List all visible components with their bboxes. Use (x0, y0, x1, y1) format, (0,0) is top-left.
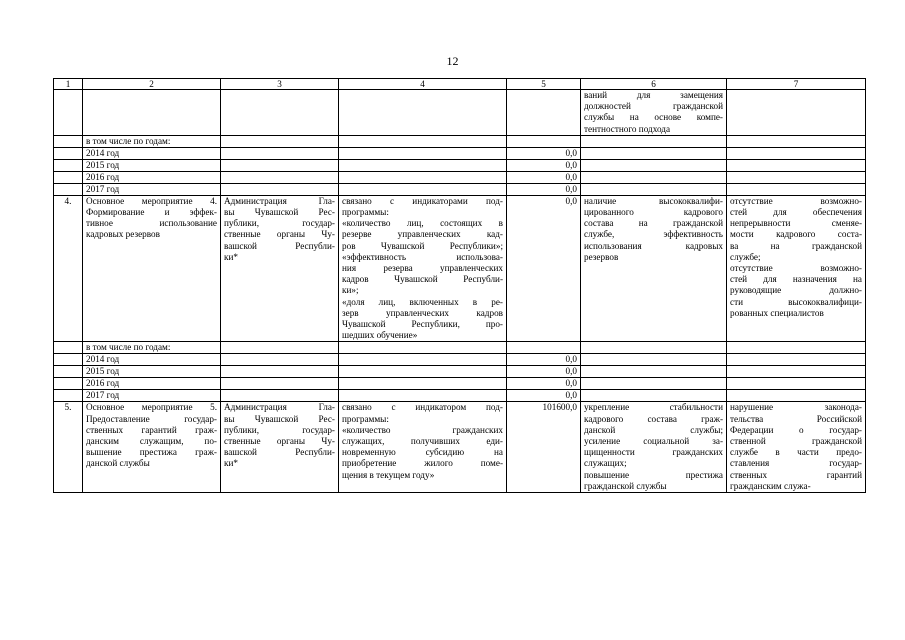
cell-text-line: стей для обеспечения (730, 207, 862, 218)
year-row (54, 390, 866, 402)
cell-text-line: мости кадрового соста- (730, 229, 862, 240)
cell-text-line: ров Чувашской Республики»; (342, 240, 503, 251)
year-value: 0,0 (507, 159, 581, 171)
cell-text-line: кадровых резервов (86, 229, 160, 240)
cell-text-line: резервов (584, 251, 619, 262)
expected-results-cell (581, 402, 727, 493)
expected-results-cell (581, 90, 727, 136)
page-number: 12 (446, 54, 459, 68)
cell-text-line: гражданским служа- (730, 480, 811, 491)
cell-text-line: ственных гарантий граж- (86, 424, 217, 435)
cell-text-line: связано с индикатором под- (342, 402, 503, 413)
expected-results-cell (581, 195, 727, 342)
cell-text-line: ственной гражданской (730, 436, 862, 447)
consequences-cell (727, 195, 866, 342)
cell-text-line: ставления государ- (730, 458, 862, 469)
year-value: 0,0 (507, 390, 581, 402)
activity-title-cell (83, 195, 221, 342)
cell-text-line: приобретение жилого поме- (342, 458, 503, 469)
including-by-years-label: в том числе по годам: (83, 135, 221, 147)
cell-text-line: программы: (342, 207, 389, 218)
cell-text-line: «эффективность использова- (342, 251, 503, 262)
column-number: 7 (727, 79, 866, 90)
cell-text-line: вы Чувашской Рес- (224, 207, 335, 218)
year-label: 2014 год (83, 354, 221, 366)
activity-number: 4. (54, 195, 83, 342)
cell-text-line: ки* (224, 458, 238, 469)
including-by-years-row (54, 342, 866, 354)
year-value: 0,0 (507, 183, 581, 195)
activity-row-5 (54, 402, 866, 493)
year-value: 0,0 (507, 171, 581, 183)
year-label: 2017 год (83, 390, 221, 402)
indicators-cell (339, 195, 507, 342)
cell-text-line: рованных специалистов (730, 307, 824, 318)
cell-text-line: щения в текущем году» (342, 469, 435, 480)
year-label: 2015 год (83, 366, 221, 378)
year-row (54, 147, 866, 159)
column-number: 1 (54, 79, 83, 90)
funding-cell: 101600,0 (507, 402, 581, 493)
including-by-years-label: в том числе по годам: (83, 342, 221, 354)
year-row (54, 378, 866, 390)
column-number: 2 (83, 79, 221, 90)
activity-number: 5. (54, 402, 83, 493)
cell-text-line: цированного кадрового (584, 207, 723, 218)
year-label: 2014 год (83, 147, 221, 159)
cell-text-line: «количество лиц, состоящих в (342, 218, 503, 229)
year-label: 2015 год (83, 159, 221, 171)
indicators-cell (339, 402, 507, 493)
cell-text-line: ния резерва управленческих (342, 263, 503, 274)
cell-text-line: Основное мероприятие 5. (86, 402, 217, 413)
cell-text-line: вашской Республи- (224, 447, 335, 458)
cell-text-line: ственные органы Чу- (224, 229, 335, 240)
cell-text-line: службы на основе компе- (584, 112, 723, 123)
cell-text-line: укрепление стабильности (584, 402, 723, 413)
activity-row-4 (54, 195, 866, 342)
cell-text-line: состава на гражданской (584, 218, 723, 229)
cell-text-line: стей для назначения на (730, 274, 862, 285)
cell-text-line: связано с индикаторами под- (342, 195, 503, 206)
cell-text-line: вашской Республи- (224, 240, 335, 251)
cell-text-line: нарушение законода- (730, 402, 862, 413)
year-value: 0,0 (507, 378, 581, 390)
responsible-executor-cell (221, 195, 339, 342)
cell-text-line: тельства Российской (730, 413, 862, 424)
cell-text-line: ва на гражданской (730, 240, 862, 251)
cell-text-line: публики, государ- (224, 218, 335, 229)
year-label: 2017 год (83, 183, 221, 195)
cell-text-line: данской службы; (584, 424, 723, 435)
year-row (54, 159, 866, 171)
year-row (54, 171, 866, 183)
cell-text-line: использования кадровых (584, 240, 723, 251)
cell-text-line: ственные органы Чу- (224, 436, 335, 447)
cell-text-line: отсутствие возможно- (730, 263, 862, 274)
cell-text-line: сти высококвалифици- (730, 296, 862, 307)
cell-text-line: резерве управленческих кад- (342, 229, 503, 240)
cell-text-line: «доля лиц, включенных в ре- (342, 296, 503, 307)
cell-text-line: Формирование и эффек- (86, 207, 217, 218)
year-value: 0,0 (507, 366, 581, 378)
including-by-years-row (54, 135, 866, 147)
column-number: 4 (339, 79, 507, 90)
cell-text-line: служащих, получивших еди- (342, 436, 503, 447)
consequences-cell (727, 402, 866, 493)
cell-text-line: службе в части предо- (730, 447, 862, 458)
cell-text-line: вы Чувашской Рес- (224, 413, 335, 424)
cell-text-line: данским служащим, по- (86, 436, 217, 447)
cell-text-line: кадрового состава граж- (584, 413, 723, 424)
cell-text-line: Федерации о государ- (730, 424, 862, 435)
year-value: 0,0 (507, 147, 581, 159)
year-value: 0,0 (507, 354, 581, 366)
column-number: 6 (581, 79, 727, 90)
column-number: 5 (507, 79, 581, 90)
cell-text-line: ственных гарантий (730, 469, 862, 480)
cell-text-line: службе, эффективность (584, 229, 723, 240)
cell-text-line: публики, государ- (224, 424, 335, 435)
cell-text-line: непрерывности сменяе- (730, 218, 862, 229)
cell-text-line: Чувашской Республики, про- (342, 319, 503, 330)
column-number-row (54, 79, 866, 90)
year-row (54, 183, 866, 195)
cell-text-line: ки* (224, 251, 238, 262)
cell-text-line: гражданской службы (584, 480, 667, 491)
cell-text-line: щищенности гражданских (584, 447, 723, 458)
cell-text-line: служащих; (584, 458, 627, 469)
cell-text-line: ки»; (342, 285, 359, 296)
cell-text-line: наличие высококвалифи- (584, 195, 723, 206)
activity-title-cell (83, 402, 221, 493)
cell-text-line: Администрация Гла- (224, 195, 335, 206)
cell-text-line: «количество гражданских (342, 424, 503, 435)
cell-text-line: должностей гражданской (584, 101, 723, 112)
cell-text-line: отсутствие возможно- (730, 195, 862, 206)
funding-cell: 0,0 (507, 195, 581, 342)
responsible-executor-cell (221, 402, 339, 493)
cell-text-line: новременную субсидию на (342, 447, 503, 458)
year-label: 2016 год (83, 378, 221, 390)
cell-text-line: тивное использование (86, 218, 217, 229)
cell-text-line: службе; (730, 251, 761, 262)
program-table (53, 78, 866, 493)
cell-text-line: усиление социальной за- (584, 436, 723, 447)
year-row (54, 354, 866, 366)
cell-text-line: руководящие должно- (730, 285, 862, 296)
cell-text-line: программы: (342, 413, 389, 424)
column-number: 3 (221, 79, 339, 90)
cell-text-line: Администрация Гла- (224, 402, 335, 413)
cell-text-line: вышение престижа граж- (86, 447, 217, 458)
year-row (54, 366, 866, 378)
cell-text-line: данской службы (86, 458, 150, 469)
cell-text-line: повышение престижа (584, 469, 723, 480)
cell-text-line: Предоставление государ- (86, 413, 217, 424)
year-label: 2016 год (83, 171, 221, 183)
cell-text-line: зерв управленческих кадров (342, 307, 503, 318)
cell-text-line: шедших обучение» (342, 330, 418, 341)
cell-text-line: Основное мероприятие 4. (86, 195, 217, 206)
continuation-row (54, 90, 866, 136)
cell-text-line: тентностного подхода (584, 123, 671, 134)
cell-text-line: кадров Чувашской Республи- (342, 274, 503, 285)
cell-text-line: ваний для замещения (584, 90, 723, 100)
